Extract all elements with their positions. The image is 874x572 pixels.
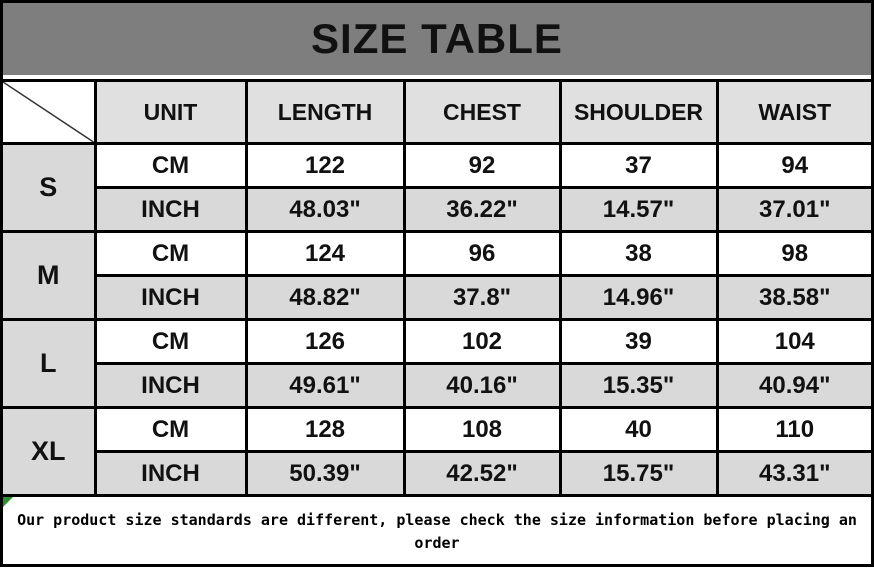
value-cell: 48.03" — [246, 188, 404, 232]
unit-cell: CM — [95, 232, 246, 276]
value-cell: 38 — [560, 232, 717, 276]
size-label-l: L — [3, 320, 95, 408]
value-cell: 15.35" — [560, 364, 717, 408]
page-title: SIZE TABLE — [311, 15, 563, 62]
value-cell: 40.16" — [404, 364, 560, 408]
value-cell: 40.94" — [717, 364, 871, 408]
diagonal-line-icon — [3, 82, 94, 142]
footer-note-text: Our product size standards are different, please check the size information before placing an order — [17, 511, 857, 552]
size-label-xl: XL — [3, 408, 95, 496]
value-cell: 94 — [717, 144, 871, 188]
value-cell: 108 — [404, 408, 560, 452]
table-row — [3, 232, 871, 276]
column-header-shoulder: SHOULDER — [560, 81, 717, 144]
unit-cell: CM — [95, 144, 246, 188]
value-cell: 43.31" — [717, 452, 871, 496]
title-bar — [3, 3, 871, 75]
unit-cell: CM — [95, 408, 246, 452]
value-cell: 96 — [404, 232, 560, 276]
value-cell: 14.96" — [560, 276, 717, 320]
table-row — [3, 320, 871, 364]
value-cell: 15.75" — [560, 452, 717, 496]
column-header-chest: CHEST — [404, 81, 560, 144]
unit-cell: CM — [95, 320, 246, 364]
value-cell: 37.8" — [404, 276, 560, 320]
table-row — [3, 452, 871, 496]
value-cell: 122 — [246, 144, 404, 188]
value-cell: 40 — [560, 408, 717, 452]
value-cell: 50.39" — [246, 452, 404, 496]
value-cell: 104 — [717, 320, 871, 364]
value-cell: 36.22" — [404, 188, 560, 232]
footer-note — [3, 497, 871, 567]
value-cell: 39 — [560, 320, 717, 364]
value-cell: 124 — [246, 232, 404, 276]
unit-cell: INCH — [95, 188, 246, 232]
table-row — [3, 364, 871, 408]
table-row — [3, 144, 871, 188]
value-cell: 38.58" — [717, 276, 871, 320]
corner-marker-icon — [3, 497, 13, 507]
value-cell: 49.61" — [246, 364, 404, 408]
value-cell: 37.01" — [717, 188, 871, 232]
header-row — [3, 81, 871, 144]
value-cell: 37 — [560, 144, 717, 188]
value-cell: 48.82" — [246, 276, 404, 320]
value-cell: 42.52" — [404, 452, 560, 496]
diagonal-corner-cell — [3, 81, 95, 144]
value-cell: 128 — [246, 408, 404, 452]
value-cell: 92 — [404, 144, 560, 188]
value-cell: 102 — [404, 320, 560, 364]
value-cell: 14.57" — [560, 188, 717, 232]
column-header-unit: UNIT — [95, 81, 246, 144]
size-label-m: M — [3, 232, 95, 320]
unit-cell: INCH — [95, 276, 246, 320]
table-row — [3, 188, 871, 232]
value-cell: 126 — [246, 320, 404, 364]
table-row — [3, 408, 871, 452]
table-row — [3, 276, 871, 320]
size-table — [3, 79, 871, 497]
size-label-s: S — [3, 144, 95, 232]
column-header-length: LENGTH — [246, 81, 404, 144]
unit-cell: INCH — [95, 452, 246, 496]
column-header-waist: WAIST — [717, 81, 871, 144]
unit-cell: INCH — [95, 364, 246, 408]
value-cell: 110 — [717, 408, 871, 452]
value-cell: 98 — [717, 232, 871, 276]
